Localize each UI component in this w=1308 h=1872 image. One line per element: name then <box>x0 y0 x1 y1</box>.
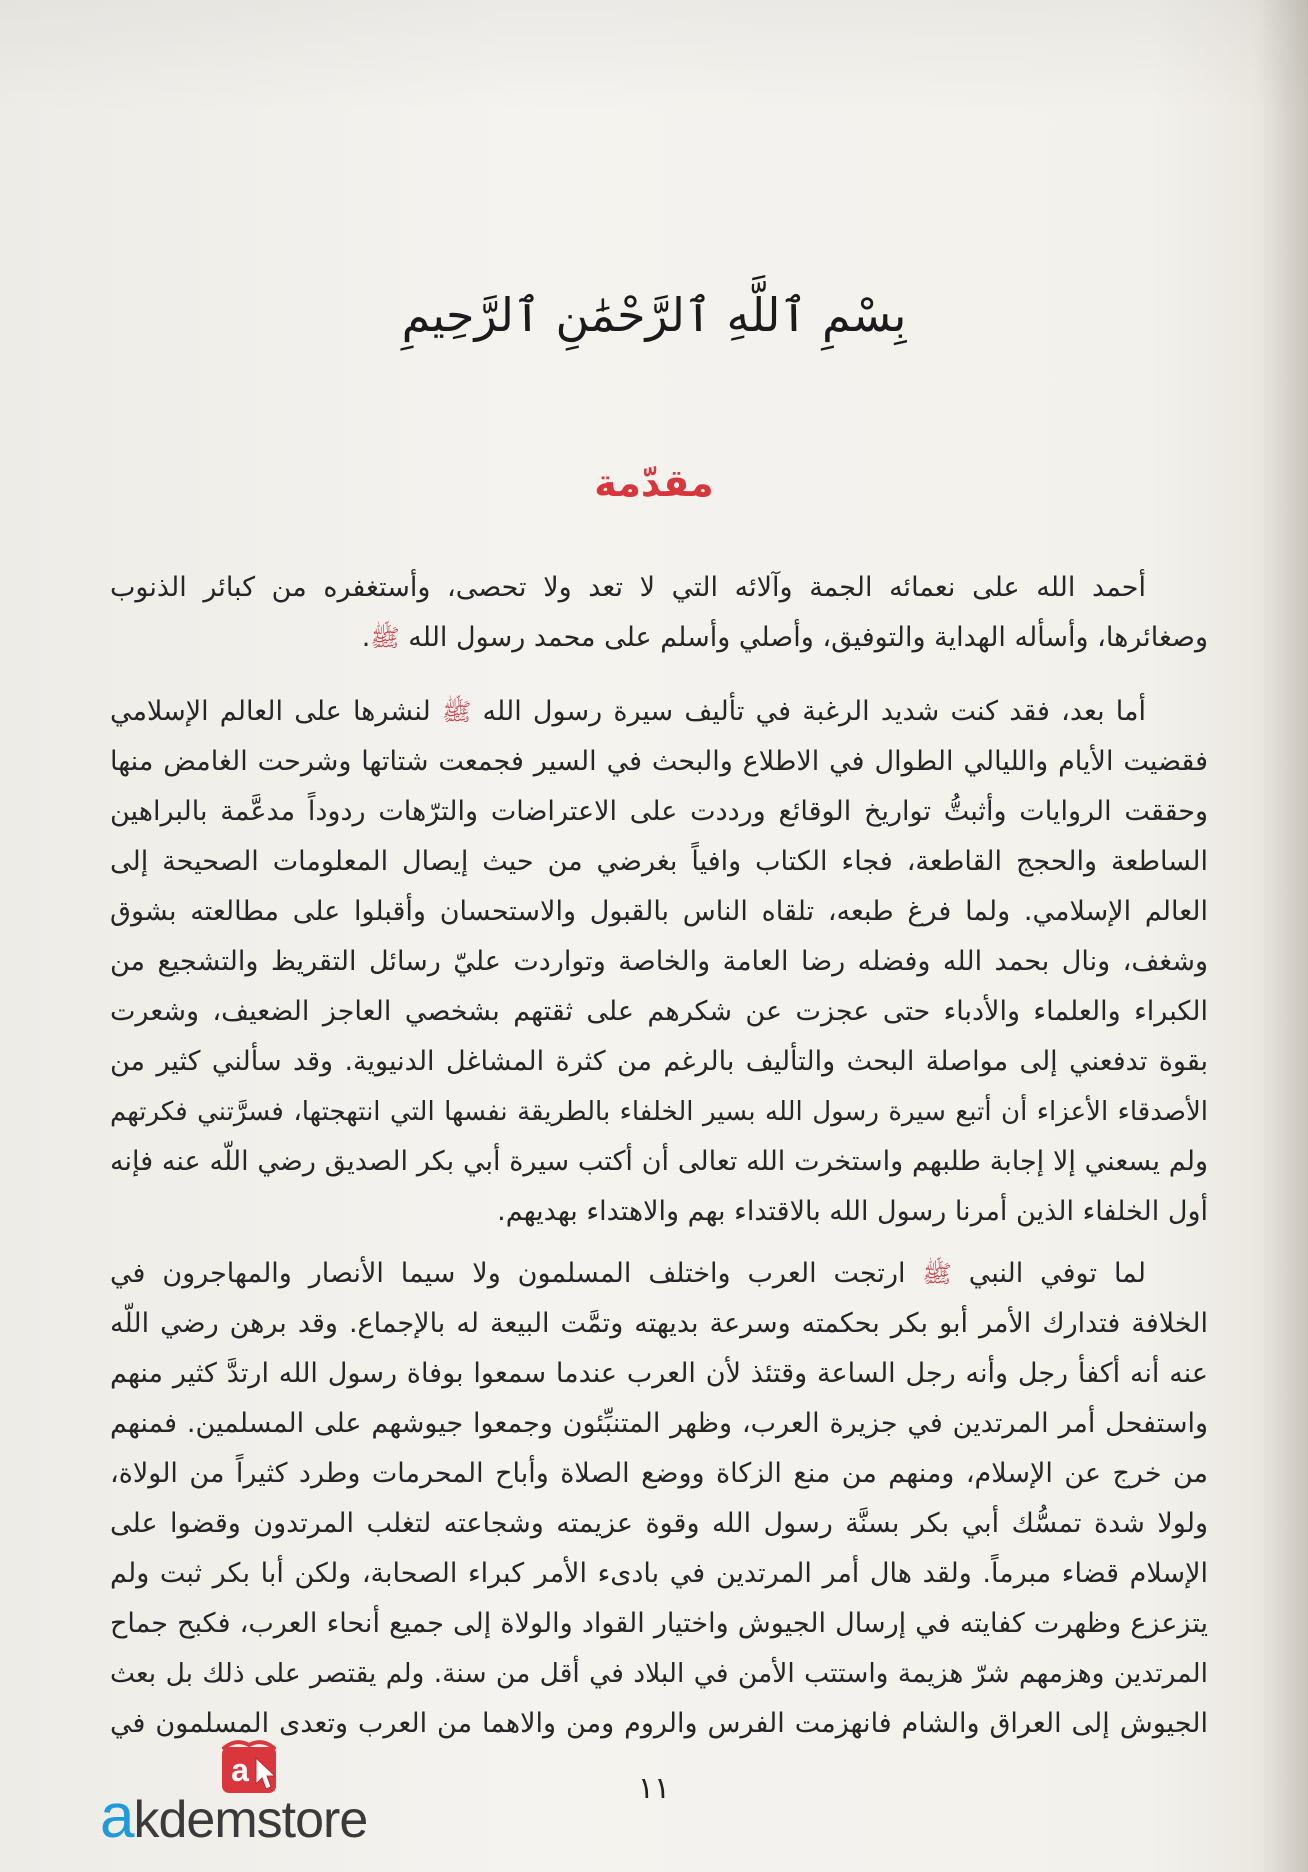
paragraph-line: وصغائرها، وأسأله الهداية والتوفيق، وأصلي وأسلم على محمد رسول الله ﷺ. <box>361 622 1208 653</box>
paragraph-3 <box>110 1249 1208 1749</box>
paragraph-line: بقوة تدفعني إلى مواصلة البحث والتأليف بالرغم من كثرة المشاغل الدنيوية. وقد سألني كثير من <box>110 1046 1208 1077</box>
paragraph-line: ولم يسعني إلا إجابة طلبهم واستخرت الله تعالى أن أكتب سيرة أبي بكر الصديق رضي اللّه عنه فإنه <box>110 1146 1208 1177</box>
brand-suffix: kdemstore <box>133 1791 368 1849</box>
paragraph-line: واستفحل أمر المرتدين في جزيرة العرب، وظهر المتنبِّئون وجمعوا جيوشهم على المسلمين. فمنهم <box>110 1408 1208 1439</box>
paragraph-line: الأصدقاء الأعزاء أن أتبع سيرة رسول الله بسير الخلفاء بالطريقة نفسها التي انتهجتها، فسرَّتني فكرتهم <box>110 1097 1208 1127</box>
svg-text:a: a <box>231 1752 249 1788</box>
book-cursor-logo-icon <box>216 1734 282 1796</box>
brand-prefix: a <box>100 1782 134 1851</box>
paragraph-line: عنه أنه أكفأ رجل وأنه رجل الساعة وقتئذ لأن العرب عندما سمعوا بوفاة رسول الله ارتدَّ كثير منهم <box>110 1358 1208 1389</box>
paragraph-line: الإسلام قضاء مبرماً. ولقد هال أمر المرتدين في بادىء الأمر كبراء الصحابة، ولكن أبا بكر ثبت ولم <box>110 1558 1208 1589</box>
paragraph-line: وحققت الروايات وأثبتُّ تواريخ الوقائع ورددت على الاعتراضات والترّهات ردوداً مدعَّمة بالبراهين <box>110 796 1208 827</box>
salawat-symbol: ﷺ <box>370 623 400 652</box>
paragraph-line: الخلافة فتدارك الأمر أبو بكر بحكمته وسرعة بديهته وتمَّت البيعة له بالإجماع. وقد برهن رضي اللّه <box>110 1308 1208 1339</box>
paragraph-line: لما توفي النبي ﷺ ارتجت العرب واختلف المسلمون ولا سيما الأنصار والمهاجرون في <box>110 1258 1147 1289</box>
paragraph-1 <box>110 563 1208 663</box>
paragraph-line: فقضيت الأيام والليالي الطوال في الاطلاع والبحث في السير فجمعت شتاتها وشرحت الغامض منها <box>110 746 1208 777</box>
paragraph-line: أما بعد، فقد كنت شديد الرغبة في تأليف سيرة رسول الله ﷺ لنشرها على العالم الإسلامي <box>110 696 1146 727</box>
basmala-heading: بِسْمِ ٱللَّهِ ٱلرَّحْمَٰنِ ٱلرَّحِيمِ <box>401 288 907 342</box>
salawat-symbol: ﷺ <box>922 1259 952 1288</box>
page-number: ١١ <box>637 1771 671 1806</box>
paragraph-line: العالم الإسلامي. ولما فرغ طبعه، تلقاه الناس بالقبول والاستحسان وأقبلوا على مطالعته بشوق <box>110 896 1208 927</box>
paragraph-2 <box>110 687 1208 1237</box>
paragraph-line: الساطعة والحجج القاطعة، فجاء الكتاب وافياً بغرضي من حيث إيصال المعلومات الصحيحة إلى <box>110 846 1208 877</box>
paragraph-line: أحمد الله على نعمائه الجمة وآلائه التي لا تعد ولا تحصى، وأستغفره من كبائر الذنوب <box>110 572 1146 603</box>
paragraph-line: المرتدين وهزمهم شرّ هزيمة واستتب الأمن في البلاد في أقل من سنة. ولم يقتصر على ذلك بل بعث <box>110 1658 1208 1689</box>
paragraph-line: وشغف، ونال بحمد الله وفضله رضا العامة والخاصة وتواردت عليّ رسائل التقريظ والتشجيع من <box>110 946 1208 977</box>
paragraph-line: من خرج عن الإسلام، ومنهم من منع الزكاة ووضع الصلاة وأباح المحرمات وطرد كثيراً من الولاة، <box>110 1458 1208 1489</box>
paragraph-line: الجيوش إلى العراق والشام فانهزمت الفرس والروم ومن والاهما من العرب وتعدى المسلمون في <box>110 1708 1208 1739</box>
paragraph-line: أول الخلفاء الذين أمرنا رسول الله بالاقتداء بهم والاهتداء بهديهم. <box>497 1196 1208 1227</box>
paragraph-line: الكبراء والعلماء والأدباء حتى عجزت عن شكرهم على ثقتهم بشخصي العاجز الضعيف، وشعرت <box>110 996 1208 1027</box>
salawat-symbol: ﷺ <box>441 697 472 726</box>
paragraph-line: يتزعزع وظهرت كفايته في إرسال الجيوش واختيار القواد والولاة إلى جميع أنحاء العرب، فكبح جماح <box>110 1608 1208 1639</box>
brand-watermark <box>100 1782 368 1851</box>
paragraph-line: ولولا شدة تمسُّك أبي بكر بسنَّة رسول الله وقوة عزيمته وشجاعته لتغلب المرتدون وقضوا على <box>110 1508 1208 1539</box>
page-title: مقدّمة <box>594 461 714 505</box>
